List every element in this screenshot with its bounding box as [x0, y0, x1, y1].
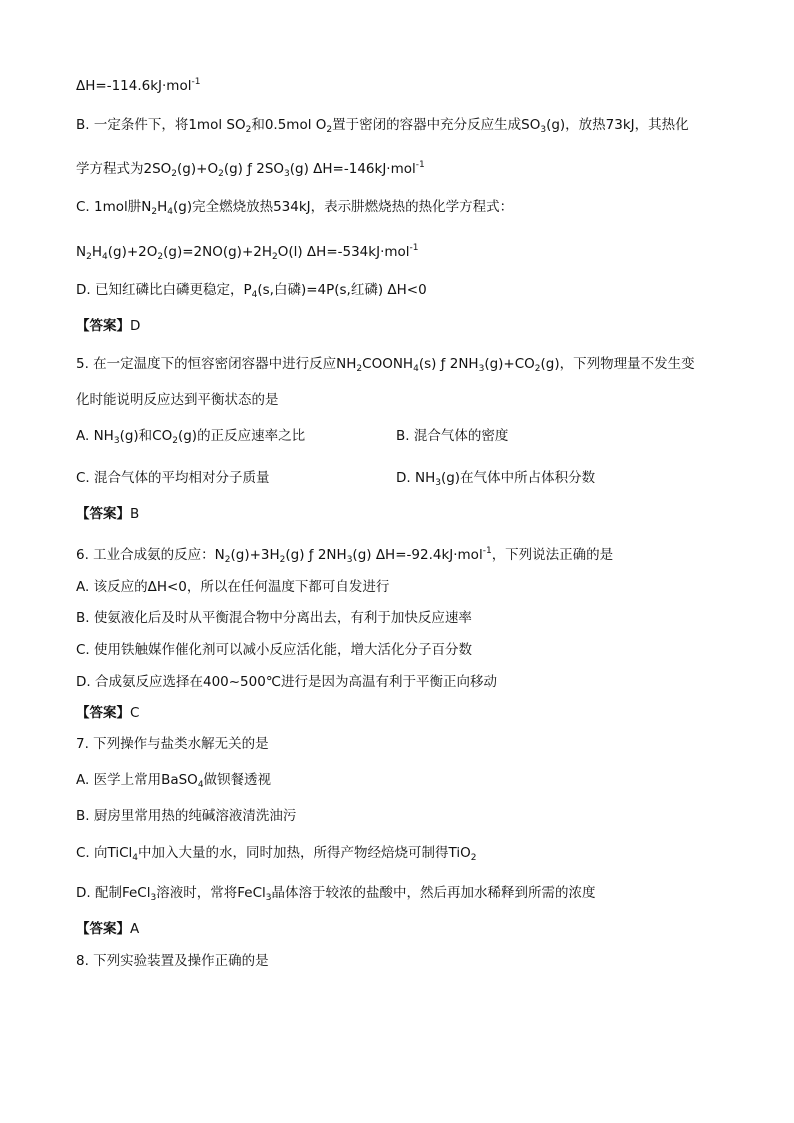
text: 化时能说明反应达到平衡状态的是: [76, 392, 279, 408]
text: D. 已知红磷比白磷更稳定，P: [76, 282, 252, 298]
answer-value: B: [130, 506, 140, 522]
text: (g)完全燃烧放热534kJ，表示肼燃烧热的热化学方程式：: [172, 199, 514, 215]
text: B. 厨房里常用热的纯碱溶液清洗油污: [76, 808, 297, 824]
text: (s) ƒ 2NH: [418, 356, 479, 372]
text: D. 配制FeCl: [76, 885, 151, 901]
text: 7. 下列操作与盐类水解无关的是: [76, 736, 269, 752]
sub: 3: [540, 125, 547, 135]
sub: 4: [197, 780, 204, 790]
q7-option-a: [76, 770, 271, 795]
q7-option-c: [76, 843, 476, 868]
q6-stem: [76, 541, 613, 570]
sup: -1: [409, 243, 419, 253]
q5-option-c: [76, 468, 270, 488]
text: (g)+2O: [107, 244, 158, 260]
q4-option-c-line1: [76, 197, 513, 222]
text: C. 向TiCl: [76, 845, 133, 861]
q6-option-c: [76, 640, 472, 660]
text: D. 合成氨反应选择在400~500℃进行是因为高温有利于平衡正向移动: [76, 674, 497, 690]
text: 6. 工业合成氨的反应：N: [76, 547, 225, 563]
answer-label: 【答案】: [76, 705, 130, 721]
text: H: [157, 199, 168, 215]
text: (g) ΔH=-92.4kJ·mol: [352, 547, 483, 563]
sub: 3: [346, 555, 353, 565]
text: B. 一定条件下，将1mol SO: [76, 117, 246, 133]
text: H: [91, 244, 102, 260]
q6-option-a: [76, 577, 389, 597]
sub: 3: [284, 169, 290, 179]
text: (g)，放热73kJ，其热化: [546, 117, 689, 133]
text: 和0.5mol O: [251, 117, 327, 133]
sub: 2: [356, 364, 363, 374]
q5-stem-line2: [76, 390, 279, 410]
text: (g)，下列物理量不发生变: [540, 356, 695, 372]
sub: 4: [167, 207, 173, 217]
sub: 2: [218, 169, 224, 179]
sub: 3: [478, 364, 485, 374]
q7-stem: [76, 734, 269, 754]
text: O(l) ΔH=-534kJ·mol: [277, 244, 410, 260]
sup: -1: [482, 546, 492, 556]
text: C. 使用铁触媒作催化剂可以减小反应活化能，增大活化分子百分数: [76, 642, 473, 658]
text: B. 使氨液化后及时从平衡混合物中分离出去，有利于加快反应速率: [76, 610, 472, 626]
sub: 2: [326, 125, 333, 135]
text: 5. 在一定温度下的恒容密闭容器中进行反应NH: [76, 356, 357, 372]
text: ΔH=-114.6kJ·mol: [76, 78, 192, 94]
q6-option-d: [76, 672, 497, 692]
sub: 2: [224, 555, 231, 565]
text: ，下列说法正确的是: [491, 547, 614, 563]
answer-label: 【答案】: [76, 506, 130, 522]
text: (g) ƒ 2NH: [285, 547, 347, 563]
text: 中加入大量的水，同时加热，所得产物经焙烧可制得TiO: [138, 845, 471, 861]
sub: 2: [470, 853, 477, 863]
sub: 2: [172, 436, 178, 446]
answer-value: A: [130, 921, 140, 937]
sub: 2: [151, 207, 158, 217]
text: N: [76, 244, 87, 260]
sub: 2: [279, 555, 286, 565]
sub: 2: [245, 125, 252, 135]
q4-option-a-tail: [76, 72, 200, 96]
text: D. NH: [396, 470, 436, 486]
sub: 4: [251, 290, 258, 300]
sub: 3: [113, 436, 120, 446]
answer-label: 【答案】: [76, 921, 130, 937]
sub: 2: [534, 364, 541, 374]
answer-value: D: [130, 318, 141, 334]
sub: 4: [413, 364, 419, 374]
text: (g)的正反应速率之比: [177, 428, 306, 444]
sub: 3: [150, 893, 157, 903]
text: B. 混合气体的密度: [396, 428, 509, 444]
q4-option-c-line2: [76, 238, 419, 267]
q7-answer: [76, 919, 139, 939]
q5-option-a: [76, 426, 305, 451]
text: 8. 下列实验装置及操作正确的是: [76, 953, 269, 969]
text: 晶体溶于较浓的盐酸中，然后再加水稀释到所需的浓度: [271, 885, 596, 901]
q4-answer: [76, 316, 140, 336]
sup: -1: [191, 77, 201, 87]
text: (g)+CO: [484, 356, 535, 372]
text: 学方程式为2SO: [76, 161, 172, 177]
q6-option-b: [76, 608, 472, 628]
q6-answer: [76, 703, 139, 723]
q4-option-b-line2: [76, 155, 425, 184]
text: 置于密闭的容器中充分反应生成SO: [332, 117, 541, 133]
sub: 2: [171, 169, 178, 179]
text: (g)在气体中所占体积分数: [440, 470, 596, 486]
q4-option-b-line1: [76, 115, 689, 140]
text: (g)+O: [177, 161, 219, 177]
text: C. 1mol肼N: [76, 199, 152, 215]
q5-stem-line1: [76, 354, 695, 379]
text: 做钡餐透视: [203, 772, 272, 788]
sub: 4: [132, 853, 139, 863]
text: (g)和CO: [119, 428, 173, 444]
q7-option-d: [76, 883, 595, 908]
q5-answer: [76, 504, 139, 524]
text: 溶液时，常将FeCl: [156, 885, 266, 901]
sub: 3: [435, 478, 441, 488]
q5-option-d: [396, 468, 595, 493]
text: (g)+3H: [230, 547, 280, 563]
text: (s,白磷)=4P(s,红磷) ΔH<0: [257, 282, 427, 298]
text: (g)=2NO(g)+2H: [163, 244, 272, 260]
sub: 2: [272, 252, 278, 262]
answer-value: C: [130, 705, 140, 721]
text: A. 该反应的ΔH<0，所以在任何温度下都可自发进行: [76, 579, 390, 595]
q5-option-b: [396, 426, 508, 446]
text: (g) ƒ 2SO: [223, 161, 285, 177]
text: A. 医学上常用BaSO: [76, 772, 198, 788]
sub: 2: [157, 252, 164, 262]
sub: 2: [86, 252, 92, 262]
text: C. 混合气体的平均相对分子质量: [76, 470, 270, 486]
q8-stem: [76, 951, 269, 971]
q4-option-d: [76, 280, 427, 305]
q7-option-b: [76, 806, 296, 826]
sub: 3: [265, 893, 272, 903]
text: COONH: [362, 356, 414, 372]
sup: -1: [415, 160, 425, 170]
text: A. NH: [76, 428, 114, 444]
answer-label: 【答案】: [76, 318, 130, 334]
text: (g) ΔH=-146kJ·mol: [289, 161, 416, 177]
sub: 4: [102, 252, 108, 262]
